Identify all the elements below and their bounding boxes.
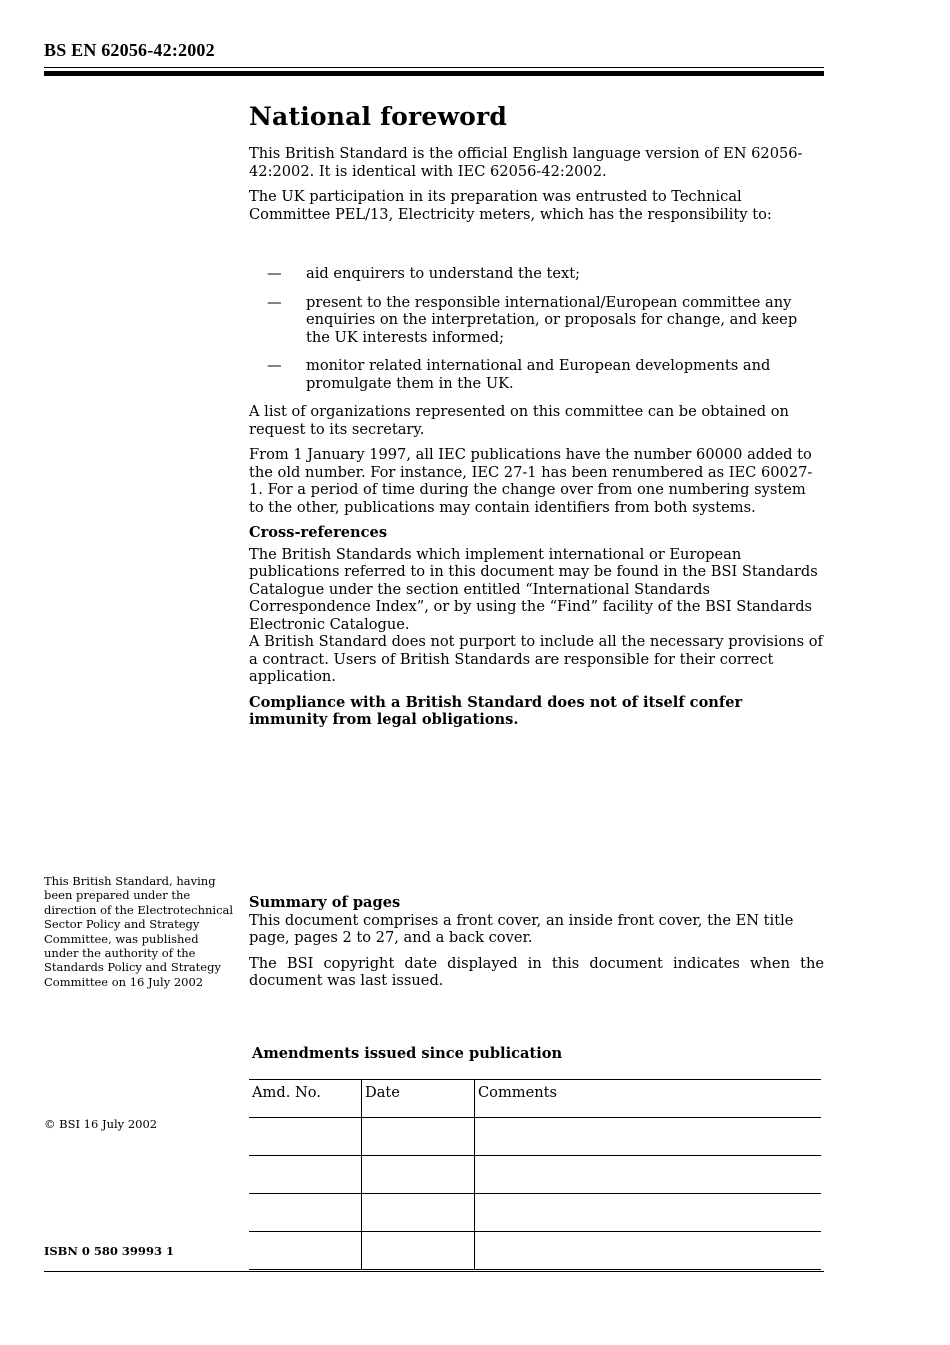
table-row <box>249 1156 821 1194</box>
summary-heading: Summary of pages <box>249 894 401 911</box>
organizations-paragraph: A list of organizations represented on this committee can be obtained on request to its secretary. <box>249 403 789 438</box>
header-rule-thick <box>44 71 824 76</box>
page-title: National foreword <box>249 102 508 131</box>
isbn: ISBN 0 580 39993 1 <box>44 1244 174 1258</box>
crossref-paragraph: The British Standards which implement international or European publications referred to in this document may be found in the BSI Standards Catalogue under the section entitled “International Standards Correspondence Index”, or by using the “Find” facility of the BSI Standards Electronic Catalogue. <box>249 545 818 633</box>
header-rule-thin <box>44 67 824 68</box>
amendments-table <box>249 1079 821 1270</box>
committee-paragraph: The UK participation in its preparation was entrusted to Technical Committee PEL/13, Electricity meters, which has the responsibility to: <box>249 188 772 223</box>
document-id: BS EN 62056-42:2002 <box>44 40 215 60</box>
table-row <box>249 1118 821 1156</box>
footer-rule <box>44 1271 824 1272</box>
responsibility-list <box>249 265 824 392</box>
table-row <box>249 1232 821 1270</box>
provisions-paragraph: A British Standard does not purport to include all the necessary provisions of a contract. Users of British Standards are responsible for their correct application. <box>249 633 823 685</box>
numbering-paragraph: From 1 January 1997, all IEC publications have the number 60000 added to the old number. For instance, IEC 27-1 has been renumbered as IEC 60027-1. For a period of time during the change over from one numbering system to the other, publications may contain identifiers from both systems. <box>249 446 813 516</box>
amendments-title: Amendments issued since publication <box>252 1045 563 1062</box>
national-foreword <box>249 100 824 737</box>
intro-paragraph: This British Standard is the official English language version of EN 62056-42:2002. It is identical with IEC 62056-42:2002. <box>249 145 803 180</box>
copyright-notice: © BSI 16 July 2002 <box>44 1117 158 1131</box>
compliance-statement: Compliance with a British Standard does not of itself confer immunity from legal obligations. <box>249 693 743 728</box>
table-header-row <box>249 1080 821 1118</box>
table-row <box>249 1194 821 1232</box>
publication-note: This British Standard, having been prepared under the direction of the Electrotechnical Sector Policy and Strategy Committee, was published under the authority of the Standards Policy and Strategy Committee on 16 July 2002 <box>44 874 234 989</box>
crossref-heading: Cross-references <box>249 524 388 541</box>
summary-paragraph: This document comprises a front cover, an inside front cover, the EN title page, pages 2 to 27, and a back cover. <box>249 911 794 946</box>
list-item: — aid enquirers to understand the text; <box>267 265 581 282</box>
summary-of-pages <box>249 894 824 998</box>
list-item: — present to the responsible international/European committee any enquiries on the interpretation, or proposals for change, and keep the UK interests informed; <box>267 293 798 346</box>
copyright-date-paragraph: The BSI copyright date displayed in this document indicates when the document was last issued. <box>249 954 824 989</box>
column-header-amd-no: Amd. No. <box>249 1080 362 1118</box>
column-header-date: Date <box>362 1080 475 1118</box>
column-header-comments: Comments <box>475 1080 822 1118</box>
list-item: — monitor related international and European developments and promulgate them in the UK. <box>267 357 771 392</box>
